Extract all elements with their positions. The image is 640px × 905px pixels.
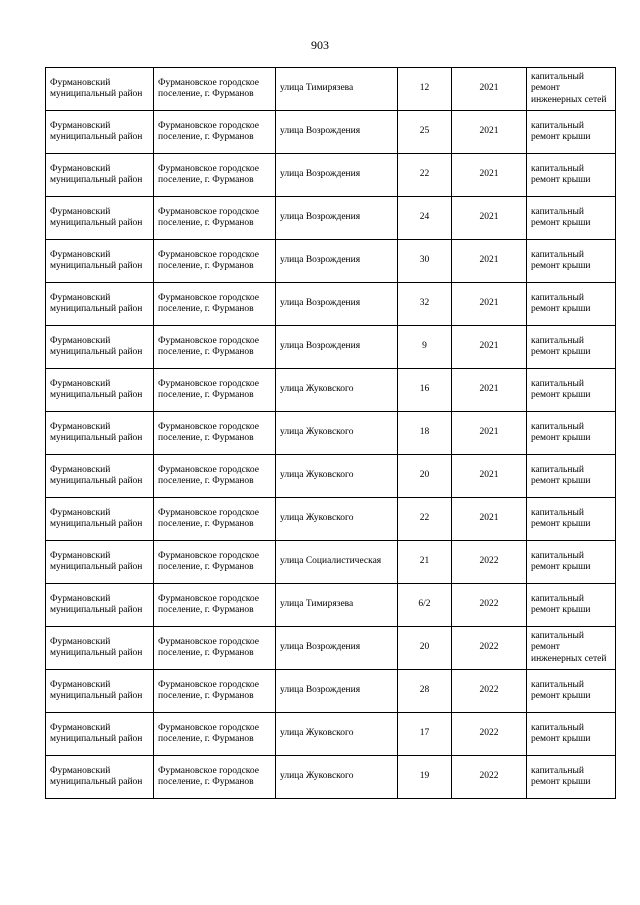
table-row [46,412,616,455]
work-type-cell: капитальный ремонт крыши [527,713,616,756]
year-cell: 2021 [452,154,527,197]
district-cell: Фурмановский муниципальный район [46,412,154,455]
street-cell: улица Возрождения [276,197,398,240]
table-row [46,627,616,670]
house-number-cell: 22 [398,154,452,197]
street-cell: улица Тимирязева [276,68,398,111]
work-type-cell: капитальный ремонт крыши [527,541,616,584]
house-number-cell: 12 [398,68,452,111]
year-cell: 2021 [452,111,527,154]
house-number-cell: 6/2 [398,584,452,627]
district-cell: Фурмановский муниципальный район [46,111,154,154]
house-number-cell: 22 [398,498,452,541]
settlement-cell: Фурмановское городское поселение, г. Фурманов [154,111,276,154]
district-cell: Фурмановский муниципальный район [46,756,154,799]
year-cell: 2021 [452,326,527,369]
settlement-cell: Фурмановское городское поселение, г. Фурманов [154,627,276,670]
settlement-cell: Фурмановское городское поселение, г. Фурманов [154,68,276,111]
house-number-cell: 25 [398,111,452,154]
house-number-cell: 21 [398,541,452,584]
year-cell: 2021 [452,412,527,455]
work-type-cell: капитальный ремонт инженерных сетей [527,68,616,111]
district-cell: Фурмановский муниципальный район [46,627,154,670]
house-number-cell: 19 [398,756,452,799]
district-cell: Фурмановский муниципальный район [46,154,154,197]
district-cell: Фурмановский муниципальный район [46,326,154,369]
district-cell: Фурмановский муниципальный район [46,68,154,111]
table-body [46,68,616,799]
district-cell: Фурмановский муниципальный район [46,283,154,326]
year-cell: 2021 [452,283,527,326]
table-row [46,111,616,154]
street-cell: улица Тимирязева [276,584,398,627]
settlement-cell: Фурмановское городское поселение, г. Фурманов [154,498,276,541]
street-cell: улица Социалистическая [276,541,398,584]
settlement-cell: Фурмановское городское поселение, г. Фурманов [154,541,276,584]
street-cell: улица Возрождения [276,670,398,713]
year-cell: 2022 [452,713,527,756]
year-cell: 2022 [452,627,527,670]
district-cell: Фурмановский муниципальный район [46,584,154,627]
street-cell: улица Возрождения [276,283,398,326]
street-cell: улица Жуковского [276,498,398,541]
street-cell: улица Жуковского [276,713,398,756]
settlement-cell: Фурмановское городское поселение, г. Фурманов [154,412,276,455]
street-cell: улица Жуковского [276,455,398,498]
district-cell: Фурмановский муниципальный район [46,369,154,412]
house-number-cell: 17 [398,713,452,756]
page-number: 903 [311,38,329,52]
district-cell: Фурмановский муниципальный район [46,713,154,756]
settlement-cell: Фурмановское городское поселение, г. Фурманов [154,326,276,369]
district-cell: Фурмановский муниципальный район [46,455,154,498]
year-cell: 2022 [452,670,527,713]
year-cell: 2022 [452,756,527,799]
street-cell: улица Возрождения [276,154,398,197]
work-type-cell: капитальный ремонт крыши [527,455,616,498]
work-type-cell: капитальный ремонт крыши [527,369,616,412]
table-row [46,283,616,326]
settlement-cell: Фурмановское городское поселение, г. Фурманов [154,240,276,283]
settlement-cell: Фурмановское городское поселение, г. Фурманов [154,756,276,799]
street-cell: улица Возрождения [276,627,398,670]
house-number-cell: 32 [398,283,452,326]
house-number-cell: 28 [398,670,452,713]
table-row [46,326,616,369]
work-type-cell: капитальный ремонт крыши [527,240,616,283]
district-cell: Фурмановский муниципальный район [46,670,154,713]
street-cell: улица Возрождения [276,326,398,369]
work-type-cell: капитальный ремонт крыши [527,111,616,154]
work-type-cell: капитальный ремонт крыши [527,154,616,197]
house-number-cell: 16 [398,369,452,412]
work-type-cell: капитальный ремонт крыши [527,197,616,240]
table-row [46,154,616,197]
year-cell: 2021 [452,240,527,283]
year-cell: 2021 [452,455,527,498]
year-cell: 2022 [452,584,527,627]
year-cell: 2021 [452,498,527,541]
street-cell: улица Возрождения [276,240,398,283]
settlement-cell: Фурмановское городское поселение, г. Фурманов [154,283,276,326]
street-cell: улица Жуковского [276,412,398,455]
work-type-cell: капитальный ремонт крыши [527,283,616,326]
street-cell: улица Жуковского [276,756,398,799]
district-cell: Фурмановский муниципальный район [46,197,154,240]
house-number-cell: 9 [398,326,452,369]
table-row [46,369,616,412]
house-number-cell: 20 [398,455,452,498]
table-row [46,498,616,541]
table-row [46,756,616,799]
settlement-cell: Фурмановское городское поселение, г. Фурманов [154,154,276,197]
table-row [46,197,616,240]
settlement-cell: Фурмановское городское поселение, г. Фурманов [154,369,276,412]
settlement-cell: Фурмановское городское поселение, г. Фурманов [154,584,276,627]
settlement-cell: Фурмановское городское поселение, г. Фурманов [154,713,276,756]
repair-schedule-table [45,67,616,799]
year-cell: 2022 [452,541,527,584]
year-cell: 2021 [452,68,527,111]
settlement-cell: Фурмановское городское поселение, г. Фурманов [154,197,276,240]
table-row [46,541,616,584]
house-number-cell: 18 [398,412,452,455]
house-number-cell: 20 [398,627,452,670]
work-type-cell: капитальный ремонт крыши [527,412,616,455]
table-row [46,240,616,283]
street-cell: улица Возрождения [276,111,398,154]
district-cell: Фурмановский муниципальный район [46,541,154,584]
work-type-cell: капитальный ремонт крыши [527,756,616,799]
table-row [46,455,616,498]
table-row [46,68,616,111]
year-cell: 2021 [452,197,527,240]
table-row [46,713,616,756]
street-cell: улица Жуковского [276,369,398,412]
district-cell: Фурмановский муниципальный район [46,240,154,283]
settlement-cell: Фурмановское городское поселение, г. Фурманов [154,670,276,713]
table-row [46,670,616,713]
table-row [46,584,616,627]
work-type-cell: капитальный ремонт крыши [527,326,616,369]
work-type-cell: капитальный ремонт крыши [527,584,616,627]
settlement-cell: Фурмановское городское поселение, г. Фурманов [154,455,276,498]
house-number-cell: 24 [398,197,452,240]
work-type-cell: капитальный ремонт крыши [527,498,616,541]
work-type-cell: капитальный ремонт крыши [527,670,616,713]
year-cell: 2021 [452,369,527,412]
work-type-cell: капитальный ремонт инженерных сетей [527,627,616,670]
district-cell: Фурмановский муниципальный район [46,498,154,541]
house-number-cell: 30 [398,240,452,283]
